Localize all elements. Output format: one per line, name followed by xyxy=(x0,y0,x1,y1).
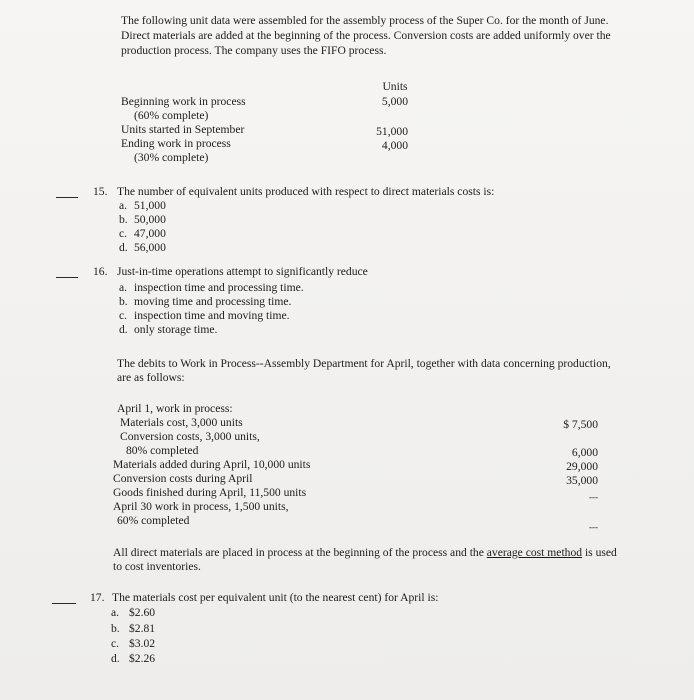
units-row-value: 4,000 xyxy=(381,139,408,152)
q16-option-text: inspection time and moving time. xyxy=(134,309,290,322)
q16-option-letter: d. xyxy=(119,323,128,336)
q17-option-letter: d. xyxy=(111,652,120,665)
q16-option-letter: c. xyxy=(119,309,128,322)
method-line-1 xyxy=(113,546,617,560)
q16-option-text: inspection time and processing time. xyxy=(134,281,304,294)
units-row-label: Ending work in process xyxy=(121,137,231,150)
q17-option-text: $2.26 xyxy=(129,652,156,665)
cost-row-value: --- xyxy=(589,522,598,532)
units-row-label: (30% complete) xyxy=(134,151,209,164)
method-line-1-pre: All direct materials are placed in process at the beginning of the process and the xyxy=(113,546,487,559)
answer-blank-15 xyxy=(56,197,78,198)
units-row-label: Beginning work in process xyxy=(121,95,246,108)
debits-line-2: are as follows: xyxy=(117,371,185,384)
cost-row-value: 35,000 xyxy=(566,474,598,487)
q17-option-text: $2.81 xyxy=(129,622,156,635)
q15-option-letter: c. xyxy=(119,227,128,240)
q15-option-letter: d. xyxy=(119,241,128,254)
q16-option-text: moving time and processing time. xyxy=(134,295,292,308)
q17-option-letter: a. xyxy=(111,606,120,619)
cost-row-value: --- xyxy=(589,492,598,502)
cost-row-value: $ 7,500 xyxy=(563,418,598,431)
q17-option-letter: c. xyxy=(111,637,120,650)
intro-line-1: The following unit data were assembled for the assembly process of the Super Co. for the month of June. xyxy=(121,14,609,27)
method-line-2: to cost inventories. xyxy=(113,560,201,573)
cost-row-label: April 30 work in process, 1,500 units, xyxy=(113,500,289,513)
q15-option-text: 51,000 xyxy=(134,199,166,212)
average-cost-method-text: average cost method xyxy=(486,546,583,559)
q17-option-text: $3.02 xyxy=(129,637,156,650)
units-row-label: Units started in September xyxy=(121,123,245,136)
units-row-value: 51,000 xyxy=(376,125,408,138)
q15-number: 15. xyxy=(93,185,108,198)
q17-number: 17. xyxy=(90,591,105,604)
cost-row-label: Conversion costs, 3,000 units, xyxy=(120,430,260,443)
method-line-1-post: is used xyxy=(582,546,617,559)
q16-question: Just-in-time operations attempt to significantly reduce xyxy=(117,265,368,278)
q16-option-text: only storage time. xyxy=(134,323,218,336)
q16-option-letter: a. xyxy=(119,281,128,294)
q17-option-letter: b. xyxy=(111,622,120,635)
cost-row-label: 60% completed xyxy=(117,514,190,527)
q17-option-text: $2.60 xyxy=(129,606,156,619)
q16-number: 16. xyxy=(93,265,108,278)
cost-row-label: Conversion costs during April xyxy=(113,472,253,485)
answer-blank-17 xyxy=(52,603,76,604)
q15-option-text: 47,000 xyxy=(134,227,166,240)
q15-option-text: 50,000 xyxy=(134,213,166,226)
intro-line-2: Direct materials are added at the beginning of the process. Conversion costs are added uniformly over the xyxy=(121,29,611,42)
q15-option-letter: b. xyxy=(119,213,128,226)
cost-row-label: Goods finished during April, 11,500 units xyxy=(113,486,307,499)
units-row-label: (60% complete) xyxy=(134,109,209,122)
answer-blank-16 xyxy=(56,277,78,278)
cost-row-value: 6,000 xyxy=(571,446,598,459)
units-header: Units xyxy=(382,80,408,93)
cost-row-label: Materials added during April, 10,000 units xyxy=(113,458,311,471)
cost-row-label: Materials cost, 3,000 units xyxy=(120,416,243,429)
cost-row-label: April 1, work in process: xyxy=(117,402,233,415)
cost-row-label: 80% completed xyxy=(126,444,199,457)
q16-option-letter: b. xyxy=(119,295,128,308)
intro-line-3: production process. The company uses the FIFO process. xyxy=(121,44,387,57)
q15-option-text: 56,000 xyxy=(134,241,166,254)
q15-option-letter: a. xyxy=(119,199,128,212)
cost-row-value: 29,000 xyxy=(566,460,598,473)
debits-line-1: The debits to Work in Process--Assembly Department for April, together with data concerning production, xyxy=(117,357,611,370)
q17-question: The materials cost per equivalent unit (to the nearest cent) for April is: xyxy=(112,591,439,604)
units-row-value: 5,000 xyxy=(381,95,408,108)
q15-question: The number of equivalent units produced with respect to direct materials costs is: xyxy=(117,185,495,198)
